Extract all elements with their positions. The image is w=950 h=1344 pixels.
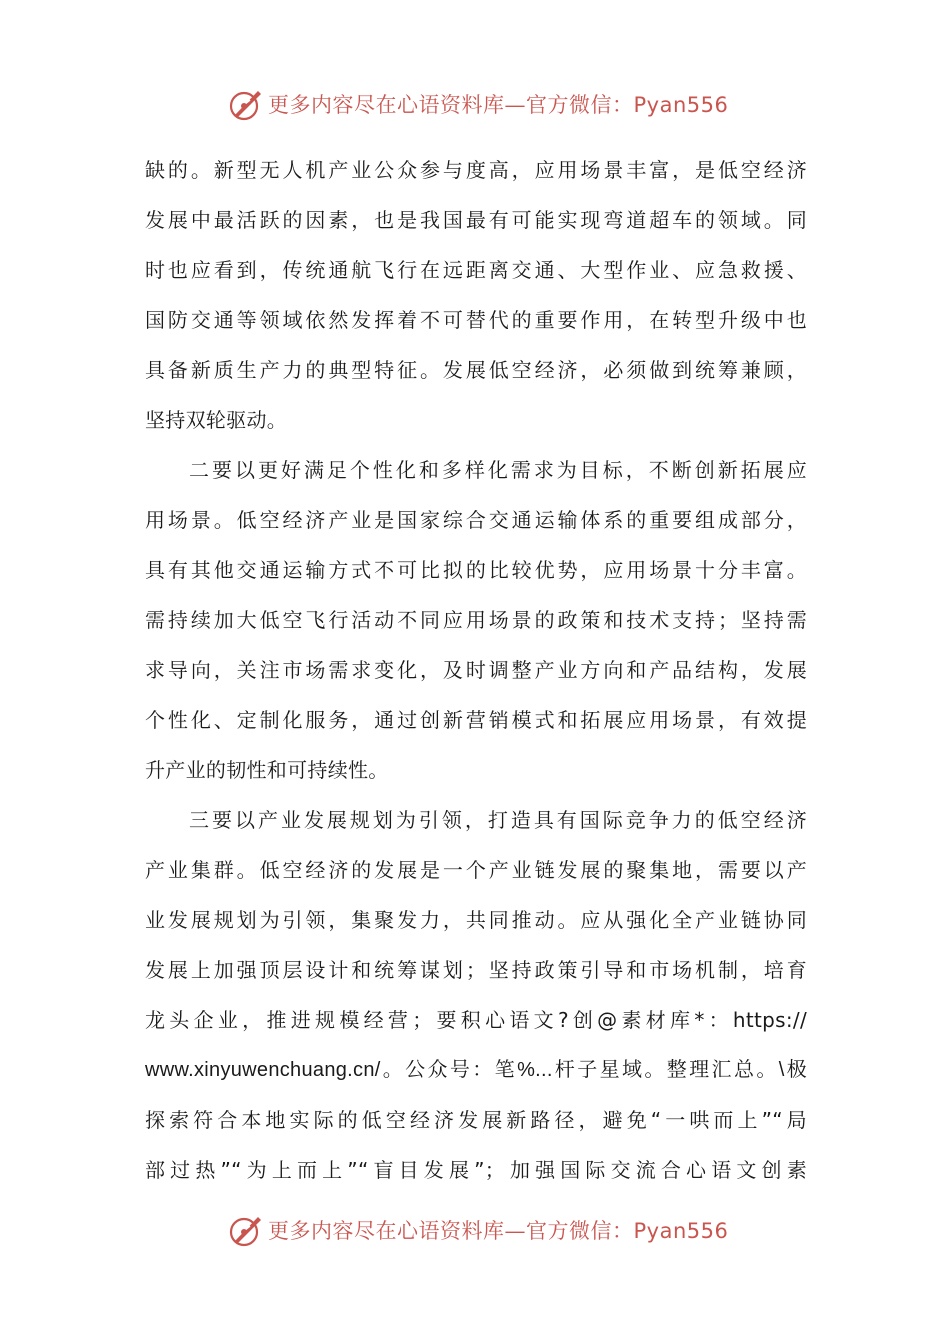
text-line: 探索符合本地实际的低空经济发展新路径，避免“一哄而上”“局 [145,1108,807,1132]
text-line: www.xinyuwenchuang.cn/。公众号：笔%...杆子星域。整理汇总。\极 [145,1059,807,1081]
quill-logo-icon [228,86,264,122]
quill-logo-icon [228,1212,264,1248]
banner-text: 更多内容尽在心语资料库—官方微信：Pyan556 [268,93,729,117]
paragraph-start-line: 三要以产业发展规划为引领，打造具有国际竞争力的低空经济 [189,808,807,832]
text-line: 时也应看到，传统通航飞行在远距离交通、大型作业、应急救援、 [145,258,807,282]
text-line: 需持续加大低空飞行活动不同应用场景的政策和技术支持；坚持需 [145,608,807,632]
text-line: 个性化、定制化服务，通过创新营销模式和拓展应用场景，有效提 [145,708,807,732]
banner-text: 更多内容尽在心语资料库—官方微信：Pyan556 [268,1219,729,1243]
header-banner [228,84,748,124]
text-line: 具有其他交通运输方式不可比拟的比较优势，应用场景十分丰富。 [145,558,807,582]
text-line: 龙头企业，推进规模经营；要积心语文?创@素材库*：https:// [145,1008,807,1032]
text-line: 部过热”“为上而上”“盲目发展”；加强国际交流合心语文创素 [145,1158,807,1182]
text-line: 升产业的韧性和可持续性。 [145,758,389,782]
text-line: 业发展规划为引领，集聚发力，共同推动。应从强化全产业链协同 [145,908,807,932]
text-line: 坚持双轮驱动。 [145,408,288,432]
text-line: 产业集群。低空经济的发展是一个产业链发展的聚集地，需要以产 [145,858,807,882]
text-line: 用场景。低空经济产业是国家综合交通运输体系的重要组成部分， [145,508,807,532]
text-line: 发展中最活跃的因素，也是我国最有可能实现弯道超车的领域。同 [145,208,807,232]
text-line: 国防交通等领域依然发挥着不可替代的重要作用，在转型升级中也 [145,308,807,332]
document-body [145,145,807,1195]
text-line: 缺的。新型无人机产业公众参与度高，应用场景丰富，是低空经济 [145,158,807,182]
text-line: 具备新质生产力的典型特征。发展低空经济，必须做到统筹兼顾， [145,358,807,382]
text-line: 发展上加强顶层设计和统筹谋划；坚持政策引导和市场机制，培育 [145,958,807,982]
footer-banner [228,1210,748,1250]
paragraph-start-line: 二要以更好满足个性化和多样化需求为目标，不断创新拓展应 [189,458,807,482]
text-line: 求导向，关注市场需求变化，及时调整产业方向和产品结构，发展 [145,658,807,682]
